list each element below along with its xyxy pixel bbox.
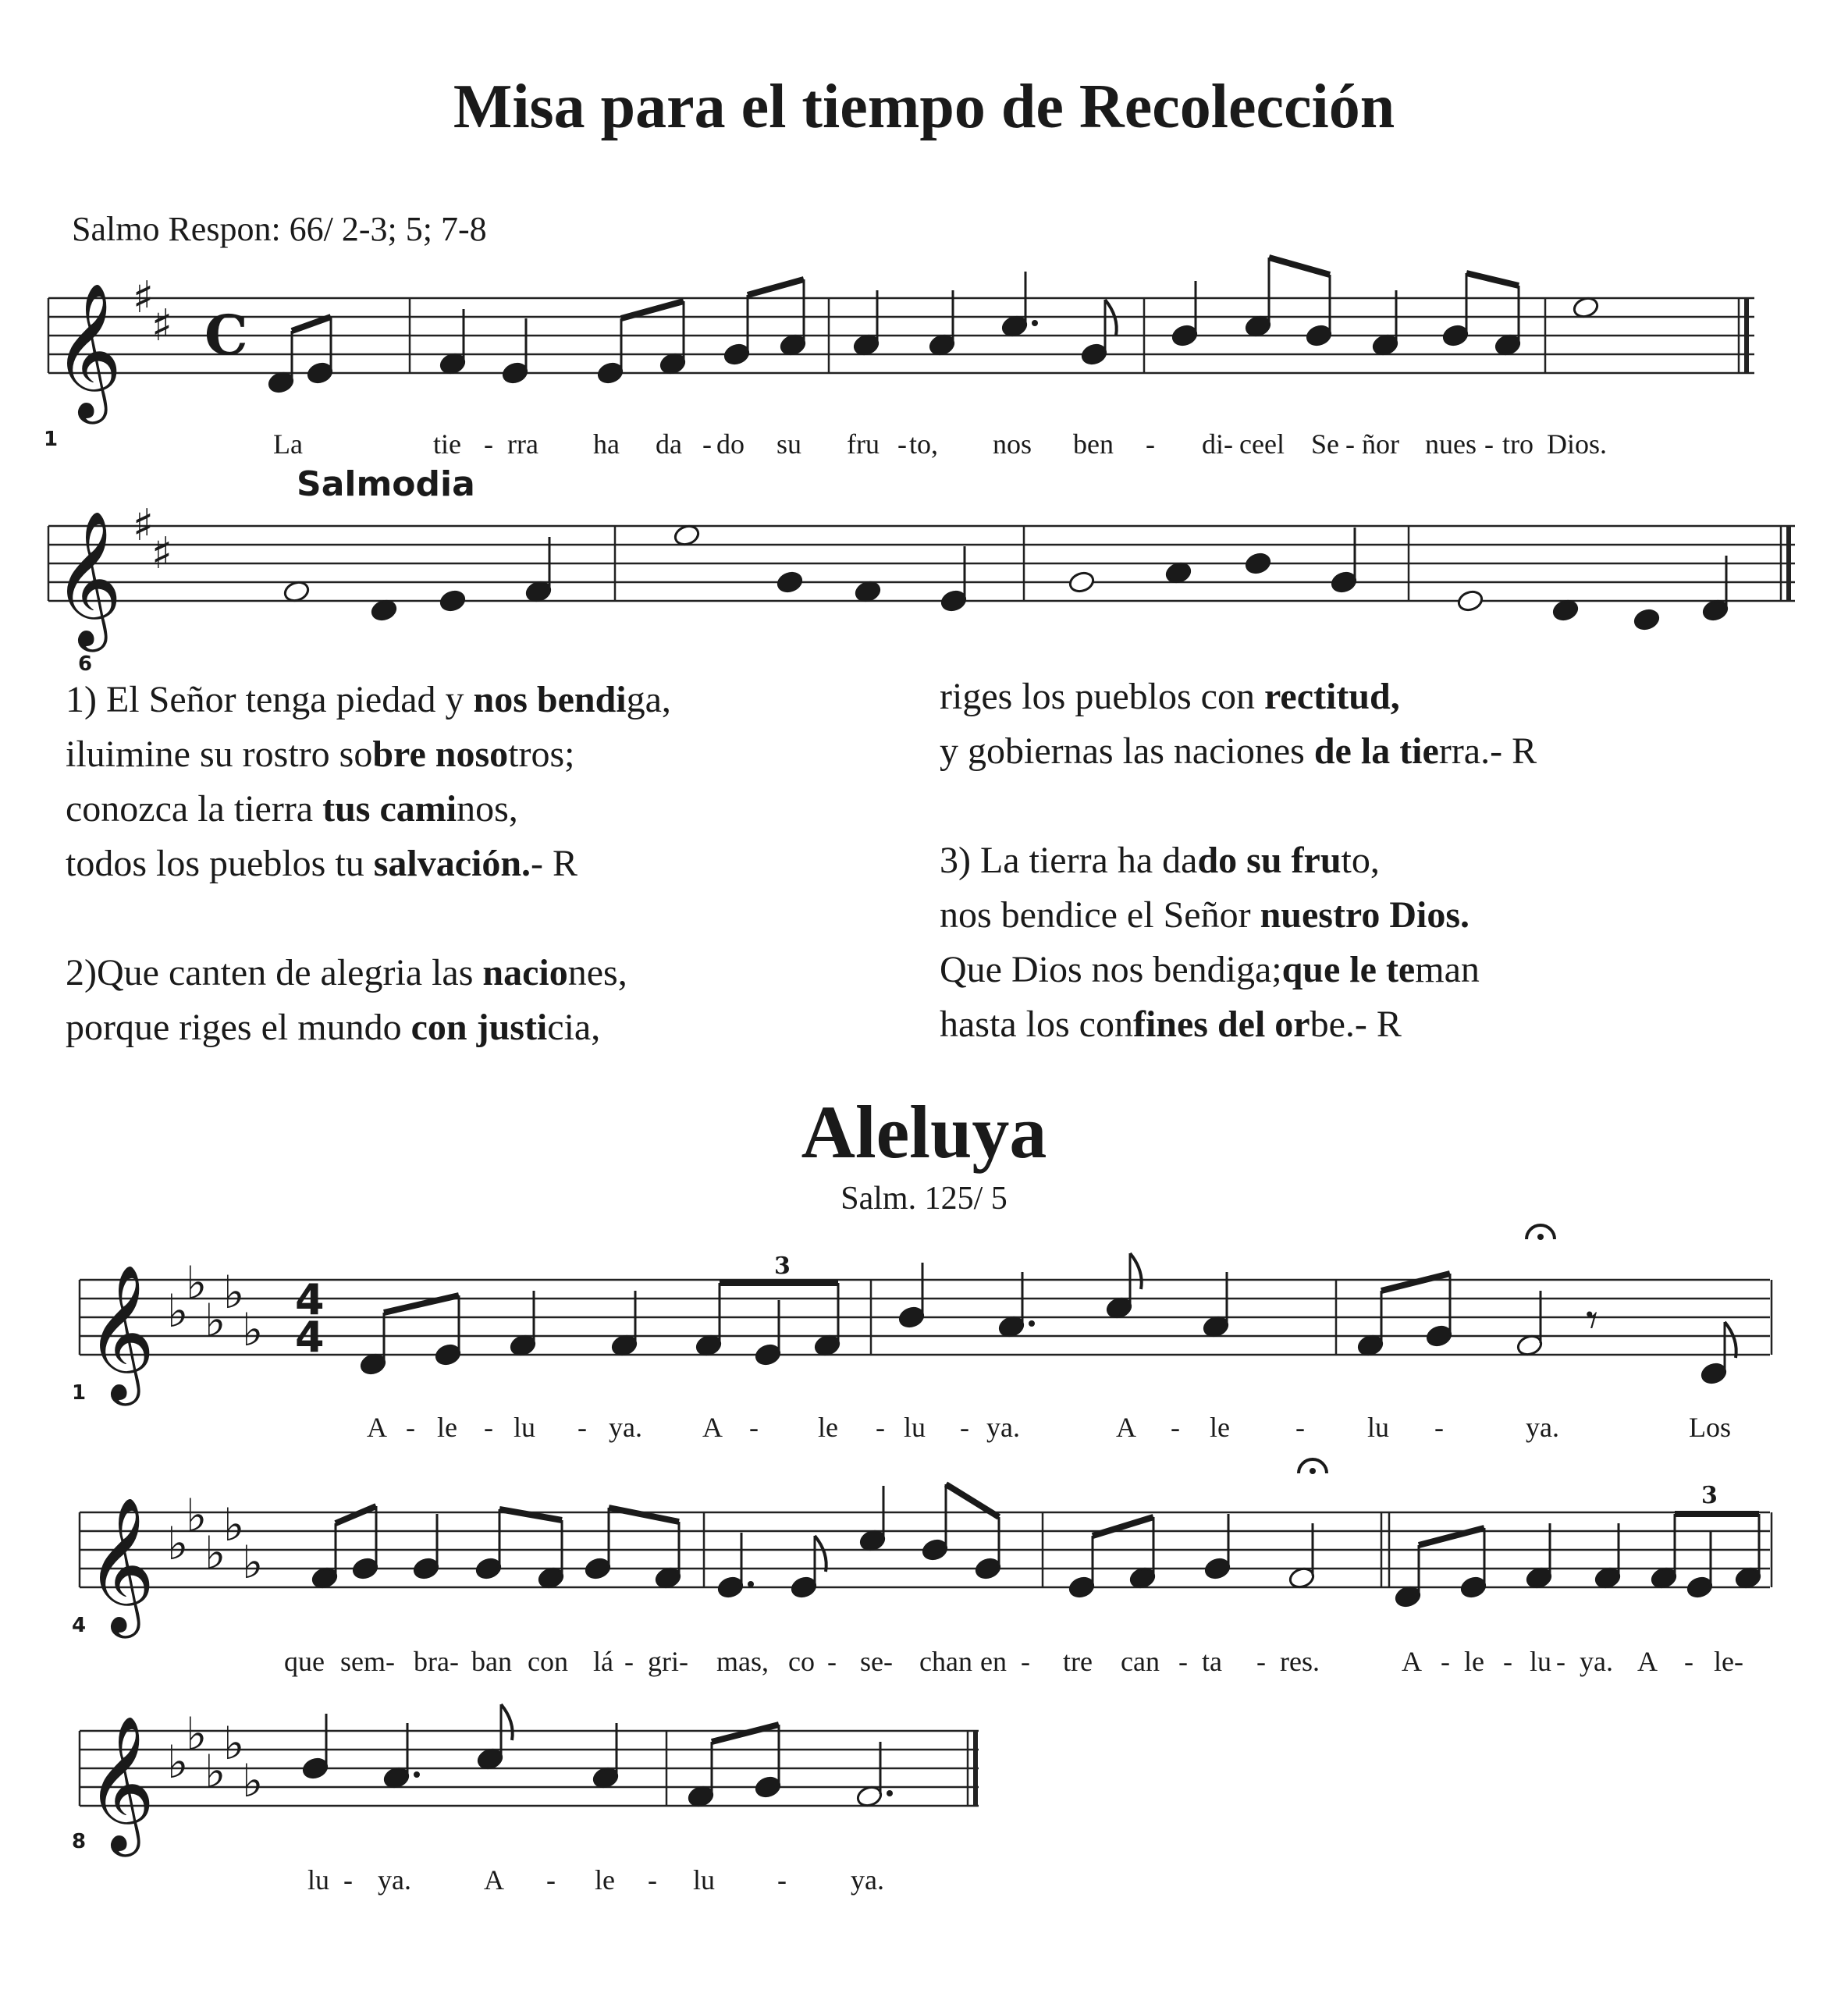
- flat-icon: ♭: [186, 1707, 208, 1761]
- lyric-syllable: ya.: [609, 1412, 642, 1443]
- lyric-syllable: lu: [1367, 1412, 1390, 1443]
- verse-text: rectitud,: [1263, 676, 1400, 717]
- verse-line: [66, 727, 671, 782]
- lyric-syllable: -: [960, 1412, 969, 1443]
- aleluya-reference: Salm. 125/ 5: [840, 1181, 1008, 1217]
- lyric-syllable: -: [1295, 1412, 1305, 1443]
- notehead: [1068, 570, 1096, 595]
- measure-number: 6: [78, 652, 93, 676]
- lyric-syllable: chan: [919, 1646, 972, 1677]
- lyric-syllable: mas,: [716, 1646, 769, 1677]
- verse-text: y gobiernas las naciones: [940, 730, 1314, 772]
- lyric-syllable: lu: [1530, 1646, 1552, 1677]
- beam: [609, 1508, 679, 1522]
- lyric-syllable: ce: [1239, 428, 1264, 460]
- notehead: [1244, 552, 1272, 576]
- lyric-syllable: ya.: [851, 1864, 884, 1896]
- tuplet-number: 3: [774, 1252, 791, 1280]
- lyric-syllable: rra: [507, 428, 538, 460]
- treble-clef: 𝄞: [86, 1497, 155, 1633]
- sharp-icon: ♯: [151, 300, 173, 351]
- beam: [1269, 258, 1330, 275]
- beam: [292, 317, 331, 331]
- beam: [1093, 1517, 1153, 1536]
- verse-text: rra.- R: [1438, 730, 1537, 772]
- lyric-syllable: A: [1402, 1646, 1422, 1677]
- measure-number: 4: [72, 1614, 87, 1637]
- verse-text: nos bendice el Señor: [940, 894, 1260, 936]
- treble-clef: 𝄞: [86, 1715, 155, 1851]
- flat-icon: ♭: [223, 1498, 245, 1551]
- lyric-syllable: -: [484, 1412, 493, 1443]
- lyric-syllable: -: [1684, 1646, 1693, 1677]
- verse-text: con justi: [410, 1007, 548, 1048]
- verse-text: hasta los con: [940, 1004, 1133, 1045]
- verse-line: [66, 837, 671, 891]
- lyric-syllable: ya.: [986, 1412, 1020, 1443]
- lyric-syllable: se-: [860, 1646, 893, 1677]
- tuplet-number: 3: [1701, 1482, 1718, 1509]
- flat-icon: ♭: [186, 1256, 208, 1309]
- verse-text: man: [1415, 949, 1480, 990]
- verse-line: [66, 1000, 627, 1055]
- lyric-syllable: -: [1484, 428, 1494, 460]
- flat-icon: ♭: [186, 1489, 208, 1542]
- lyric-syllable: -: [546, 1864, 556, 1896]
- verse-text: nes,: [567, 952, 627, 993]
- common-time: C: [204, 303, 248, 368]
- lyric-syllable: -: [1178, 1646, 1188, 1677]
- note-flag: [501, 1704, 513, 1740]
- flat-icon: ♭: [242, 1303, 264, 1356]
- verse-line: [940, 724, 1537, 779]
- lyric-syllable: -: [702, 428, 712, 460]
- lyric-syllable: tro: [1502, 428, 1533, 460]
- verse-text: porque riges el mundo: [66, 1007, 411, 1048]
- flat-icon: ♭: [223, 1717, 245, 1770]
- lyric-syllable: -: [578, 1412, 587, 1443]
- lyric-syllable: el: [1264, 428, 1285, 460]
- lyric-syllable: -: [648, 1864, 657, 1896]
- lyric-syllable: fru: [847, 428, 880, 460]
- lyric-syllable: ben: [1073, 428, 1114, 460]
- verse-text: nacio: [482, 952, 568, 993]
- lyric-syllable: -: [1171, 1412, 1180, 1443]
- lyric-syllable: -: [827, 1646, 837, 1677]
- note-flag: [1725, 1322, 1736, 1358]
- lyric-syllable: lu: [514, 1412, 536, 1443]
- lyric-syllable: le: [1210, 1412, 1230, 1443]
- verse-1: [66, 673, 671, 891]
- lyric-syllable: -: [406, 1412, 415, 1443]
- lyric-syllable: le: [818, 1412, 838, 1443]
- lyric-syllable: -: [777, 1864, 787, 1896]
- verse-text: tros;: [508, 734, 575, 775]
- lyric-syllable: ha: [593, 428, 620, 460]
- lyric-syllable: to,: [909, 428, 939, 460]
- lyric-syllable: -: [897, 428, 907, 460]
- lyric-syllable: le: [1464, 1646, 1484, 1677]
- verse-text: tus cami: [322, 788, 457, 830]
- verse-line: [940, 833, 1480, 888]
- verse-text: - R: [531, 843, 578, 884]
- verse-line: [66, 782, 671, 837]
- lyric-syllable: A: [702, 1412, 723, 1443]
- verse-text: 3) La tierra ha da: [940, 840, 1198, 881]
- lyric-syllable: le: [595, 1864, 615, 1896]
- time-signature: 4: [295, 1313, 325, 1362]
- notehead: [439, 589, 467, 613]
- lyric-syllable: res.: [1280, 1646, 1320, 1677]
- lyric-syllable: -: [1441, 1646, 1450, 1677]
- note-flag: [1130, 1253, 1142, 1289]
- verse-text: bre noso: [372, 734, 509, 775]
- lyric-syllable: -: [1146, 428, 1155, 460]
- lyric-syllable: -: [1503, 1646, 1512, 1677]
- flat-icon: ♭: [242, 1536, 264, 1589]
- verse-text: nos,: [457, 788, 518, 830]
- verse-text: 1) El Señor tenga piedad y: [66, 679, 474, 720]
- verse-text: todos los pueblos tu: [66, 843, 374, 884]
- fermata-icon: [1537, 1234, 1544, 1240]
- treble-clef: 𝄞: [53, 282, 123, 418]
- lyric-syllable: ñor: [1362, 428, 1399, 460]
- lyric-syllable: da: [656, 428, 682, 460]
- flat-icon: ♭: [223, 1266, 245, 1319]
- lyric-syllable: -: [876, 1412, 885, 1443]
- lyric-syllable: A: [1637, 1646, 1658, 1677]
- eighth-rest-icon: 𝄾: [1586, 1293, 1598, 1348]
- lyric-syllable: en: [980, 1646, 1007, 1677]
- verse-line: [940, 943, 1480, 997]
- lyric-syllable: lu: [904, 1412, 926, 1443]
- verse-text: Que Dios nos bendiga;: [940, 949, 1282, 990]
- flat-icon: ♭: [167, 1517, 189, 1570]
- verse-text: 2)Que canten de alegria las: [66, 952, 483, 993]
- verse-text: de la tie: [1313, 730, 1439, 772]
- verse-text: riges los pueblos con: [940, 676, 1264, 717]
- lyric-syllable: co: [788, 1646, 815, 1677]
- lyric-syllable: tie: [433, 428, 461, 460]
- sharp-icon: ♯: [133, 500, 155, 551]
- lyric-syllable: ya.: [1526, 1412, 1559, 1443]
- salmodia-label: Salmodia: [297, 464, 475, 504]
- verse-line: [940, 997, 1480, 1052]
- note-dot: [887, 1790, 893, 1796]
- verse-2-part-2: [940, 670, 1537, 779]
- beam: [499, 1509, 562, 1520]
- beam: [748, 279, 804, 295]
- lyric-syllable: Dios.: [1547, 428, 1608, 460]
- measure-number: 1: [72, 1381, 87, 1405]
- lyric-syllable: tre: [1063, 1646, 1093, 1677]
- salmo-reference: Salmo Respon: 66/ 2-3; 5; 7-8: [72, 210, 487, 248]
- beam: [336, 1506, 376, 1523]
- lyric-syllable: su: [777, 428, 802, 460]
- beam: [621, 301, 684, 318]
- flat-icon: ♭: [204, 1294, 226, 1347]
- verse-text: que le te: [1281, 949, 1416, 990]
- treble-clef: 𝄞: [53, 510, 123, 646]
- flat-icon: ♭: [204, 1745, 226, 1798]
- lyric-syllable: do: [716, 428, 745, 460]
- lyric-syllable: -: [1345, 428, 1355, 460]
- verse-line: [940, 888, 1480, 943]
- time-signature: 4: [295, 1275, 325, 1324]
- lyric-syllable: -: [343, 1864, 353, 1896]
- sharp-icon: ♯: [151, 528, 173, 579]
- verse-3: [940, 833, 1480, 1052]
- note-dot: [1029, 1320, 1035, 1327]
- lyric-syllable: A: [484, 1864, 504, 1896]
- verse-text: be.- R: [1310, 1004, 1402, 1045]
- lyric-syllable: nues: [1425, 428, 1477, 460]
- verse-text: to,: [1341, 840, 1380, 881]
- lyric-syllable: Los: [1689, 1412, 1731, 1443]
- verse-2-part-1: [66, 946, 627, 1055]
- lyric-syllable: di: [1202, 428, 1224, 460]
- notehead: [1456, 589, 1484, 613]
- notehead: [1633, 608, 1661, 632]
- lyric-syllable: le-: [1714, 1646, 1743, 1677]
- beam: [1466, 273, 1519, 286]
- verse-text: salvación.: [373, 843, 531, 884]
- verse-text: conozca la tierra: [66, 788, 323, 830]
- flat-icon: ♭: [167, 1736, 189, 1789]
- sharp-icon: ♯: [133, 272, 155, 323]
- lyric-syllable: ban: [471, 1646, 512, 1677]
- beam: [1381, 1274, 1450, 1291]
- lyric-syllable: lá: [593, 1646, 613, 1677]
- verse-line: [66, 673, 671, 727]
- lyric-syllable: -: [1556, 1646, 1565, 1677]
- fermata-icon: [1310, 1468, 1316, 1474]
- verse-text: nos bendi: [473, 679, 627, 720]
- lyric-syllable: ta: [1202, 1646, 1222, 1677]
- lyric-syllable: A: [1116, 1412, 1136, 1443]
- verse-line: [66, 946, 627, 1000]
- verse-text: iluimine su rostro so: [66, 734, 373, 775]
- lyric-syllable: -: [1224, 428, 1233, 460]
- verse-text: nuestro Dios.: [1260, 894, 1470, 936]
- lyric-syllable: ya.: [378, 1864, 411, 1896]
- lyric-syllable: le: [437, 1412, 457, 1443]
- note-flag: [815, 1536, 826, 1572]
- lyric-syllable: nos: [993, 428, 1032, 460]
- page-title: Misa para el tiempo de Recolección: [453, 73, 1395, 141]
- lyric-syllable: -: [1021, 1646, 1030, 1677]
- lyric-syllable: -: [749, 1412, 759, 1443]
- flat-icon: ♭: [167, 1284, 189, 1338]
- lyric-syllable: can: [1121, 1646, 1160, 1677]
- lyric-syllable: lu: [307, 1864, 330, 1896]
- lyric-syllable: sem-: [340, 1646, 395, 1677]
- flat-icon: ♭: [242, 1754, 264, 1807]
- note-dot: [414, 1771, 420, 1778]
- lyric-syllable: La: [273, 428, 303, 460]
- lyric-syllable: -: [1256, 1646, 1266, 1677]
- lyric-syllable: -: [624, 1646, 634, 1677]
- lyric-syllable: Se: [1311, 428, 1339, 460]
- measure-number: 8: [72, 1830, 87, 1853]
- lyric-syllable: gri-: [648, 1646, 688, 1677]
- verse-line: [940, 670, 1537, 724]
- lyric-syllable: ya.: [1580, 1646, 1613, 1677]
- notehead: [776, 570, 804, 595]
- note-dot: [748, 1581, 754, 1587]
- verse-text: do su fru: [1197, 840, 1342, 881]
- aleluya-title: Aleluya: [801, 1090, 1047, 1174]
- lyric-syllable: con: [528, 1646, 568, 1677]
- verse-text: fines del or: [1132, 1004, 1310, 1045]
- lyric-syllable: -: [484, 428, 493, 460]
- lyric-syllable: lu: [693, 1864, 716, 1896]
- flat-icon: ♭: [204, 1526, 226, 1579]
- note-dot: [1032, 320, 1038, 326]
- lyric-syllable: A: [367, 1412, 387, 1443]
- verse-text: ga,: [626, 679, 671, 720]
- lyric-syllable: bra-: [414, 1646, 459, 1677]
- measure-number: 1: [44, 428, 59, 451]
- lyric-syllable: -: [1434, 1412, 1444, 1443]
- beam: [712, 1725, 779, 1742]
- lyric-syllable: que: [284, 1646, 325, 1677]
- treble-clef: 𝄞: [86, 1264, 155, 1400]
- verse-text: cia,: [547, 1007, 601, 1048]
